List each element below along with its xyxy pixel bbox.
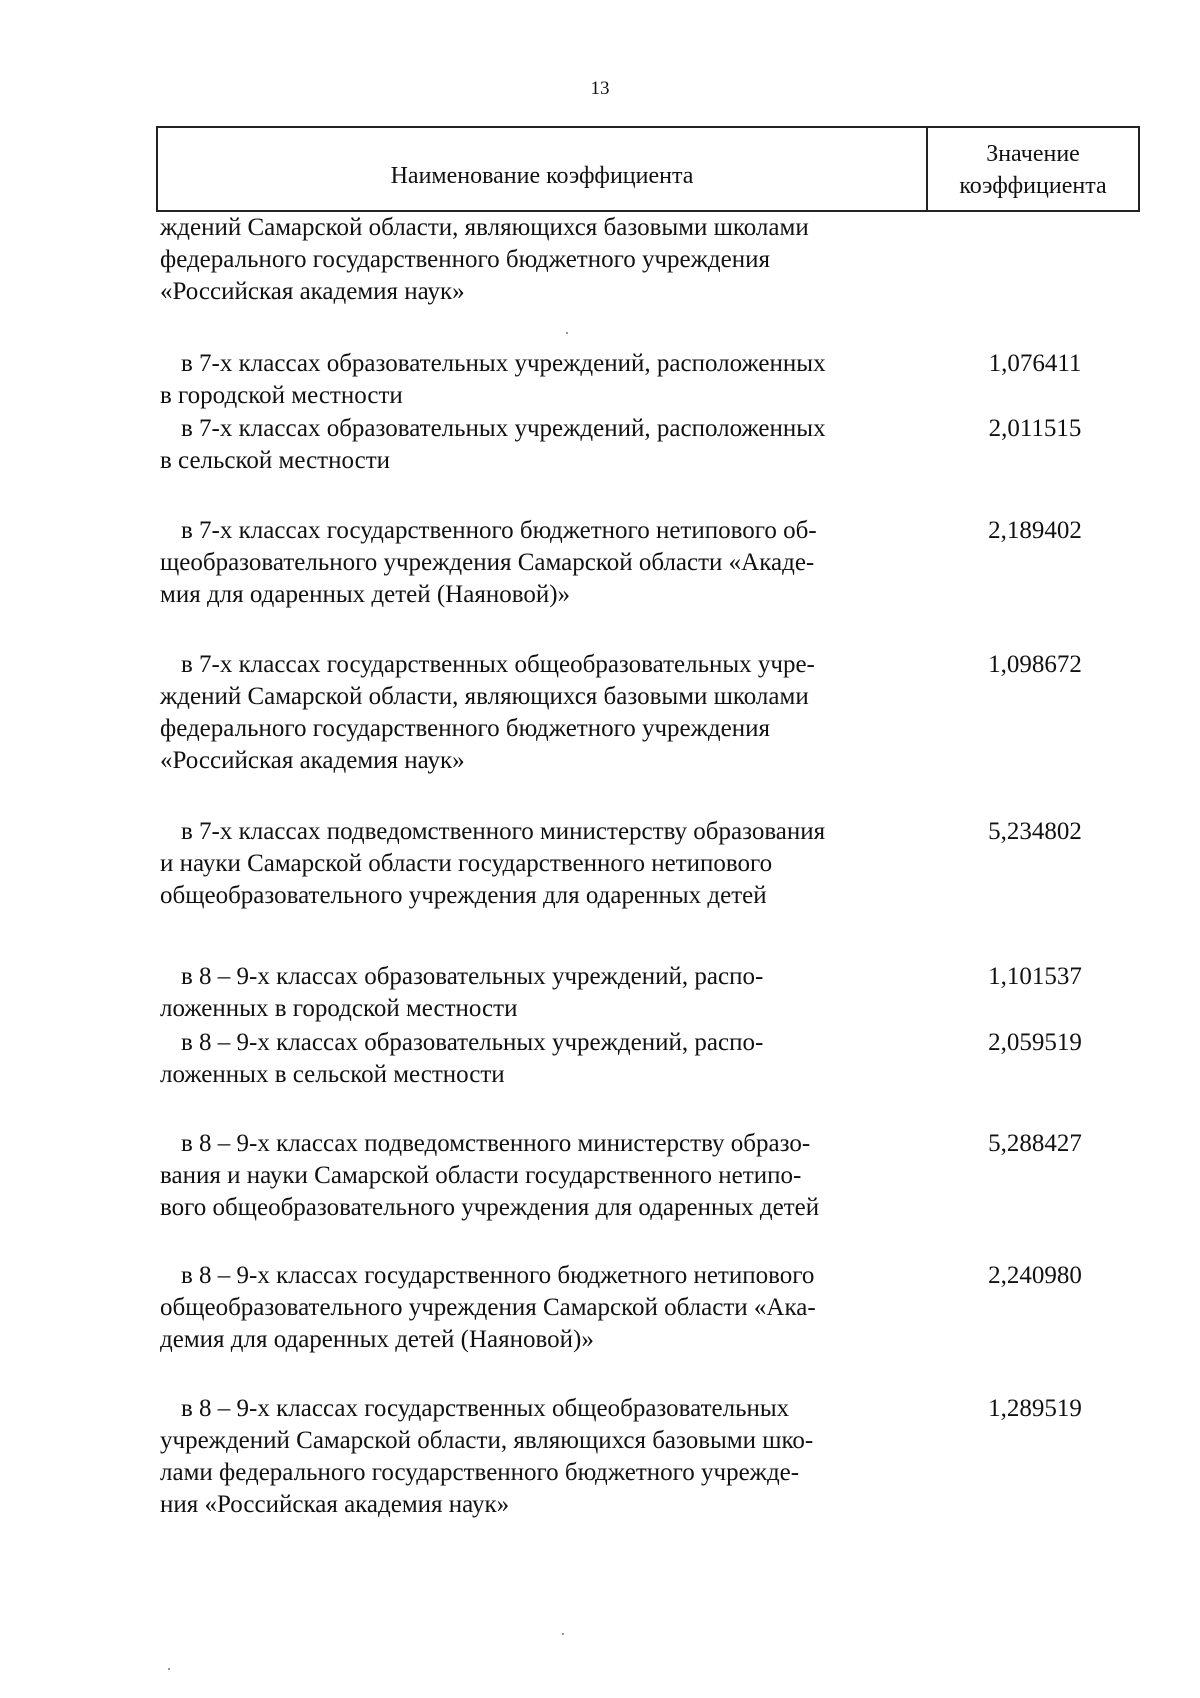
header-bottom-rule-right — [926, 210, 1140, 212]
row-line: в 8 – 9-х классах государственных общеобразовательных — [181, 1395, 790, 1422]
row-line: учреждений Самарской области, являющихся базовыми шко- — [160, 1427, 814, 1454]
row-line: и науки Самарской области государственного нетипового — [160, 850, 773, 877]
scan-speck — [566, 332, 568, 334]
table-row-name — [160, 1027, 922, 1091]
table-row-value: 1,101537 — [988, 963, 1082, 990]
table-row-name — [160, 649, 922, 777]
row-line: вания и науки Самарской области государственного нетипо- — [160, 1162, 802, 1189]
row-line: ждений Самарской области, являющихся базовыми школами — [160, 683, 809, 710]
table-row-value: 5,234802 — [988, 818, 1082, 845]
row-line: в 7-х классах образовательных учреждений, расположенных — [181, 415, 826, 442]
row-line: в 8 – 9-х классах образовательных учреждений, распо- — [181, 963, 764, 990]
header-coefficient-name: Наименование коэффициента — [158, 128, 928, 212]
table-row-name — [160, 1260, 922, 1356]
continued-line: ждений Самарской области, являющихся базовыми школами — [160, 214, 809, 241]
row-line: в 7-х классах образовательных учреждений, расположенных — [181, 350, 826, 377]
row-line: в 7-х классах подведомственного министерству образования — [181, 818, 826, 845]
row-line: в 7-х классах государственного бюджетного нетипового об- — [181, 517, 817, 544]
table-row-name — [160, 413, 922, 477]
row-line: вого общеобразовательного учреждения для одаренных детей — [160, 1194, 820, 1221]
table-row-name — [160, 515, 922, 611]
row-line: в сельской местности — [160, 447, 390, 474]
row-line: мия для одаренных детей (Наяновой)» — [160, 581, 571, 608]
table-row-value: 2,240980 — [988, 1262, 1082, 1289]
table-row-value: 2,011515 — [988, 415, 1082, 442]
row-line: лами федерального государственного бюджетного учрежде- — [160, 1459, 800, 1486]
row-line: «Российская академия наук» — [160, 747, 465, 774]
table-row-name — [160, 1128, 922, 1224]
table-row-value: 2,189402 — [988, 517, 1082, 544]
row-line: ложенных в сельской местности — [160, 1061, 505, 1088]
scan-speck — [168, 1668, 170, 1670]
table-row-value: 1,289519 — [988, 1395, 1082, 1422]
table-row-name — [160, 348, 922, 412]
row-line: в 8 – 9-х классах государственного бюджетного нетипового — [181, 1262, 815, 1289]
table-row-value: 1,098672 — [988, 651, 1082, 678]
row-line: в 7-х классах государственных общеобразовательных учре- — [181, 651, 815, 678]
row-line: в 8 – 9-х классах подведомственного министерству образо- — [181, 1130, 811, 1157]
table-row-name — [160, 961, 922, 1025]
row-line: ложенных в городской местности — [160, 995, 518, 1022]
page-number: 13 — [590, 78, 610, 99]
scan-speck — [562, 1633, 564, 1635]
row-line: в 8 – 9-х классах образовательных учреждений, распо- — [181, 1029, 764, 1056]
header-value-line-1: Значение — [986, 141, 1080, 167]
row-line: федерального государственного бюджетного учреждения — [160, 715, 770, 742]
table-header — [156, 126, 1140, 212]
row-line: в городской местности — [160, 382, 403, 409]
row-line: общеобразовательного учреждения для одаренных детей — [160, 882, 767, 909]
table-row-name — [160, 1393, 922, 1521]
table-row-name — [160, 816, 922, 912]
continued-line: федерального государственного бюджетного учреждения — [160, 246, 770, 273]
continued-text — [160, 212, 922, 308]
row-line: общеобразовательного учреждения Самарской области «Ака- — [160, 1294, 816, 1321]
table-row-value: 2,059519 — [988, 1029, 1082, 1056]
table-row-value: 1,076411 — [988, 350, 1082, 377]
table-row-value: 5,288427 — [988, 1130, 1082, 1157]
continued-line: «Российская академия наук» — [160, 278, 465, 305]
row-line: демия для одаренных детей (Наяновой)» — [160, 1326, 594, 1353]
row-line: щеобразовательного учреждения Самарской области «Акаде- — [160, 549, 815, 576]
header-value-line-2: коэффициента — [959, 173, 1107, 199]
row-line: ния «Российская академия наук» — [160, 1491, 510, 1518]
header-coefficient-value — [928, 128, 1138, 212]
